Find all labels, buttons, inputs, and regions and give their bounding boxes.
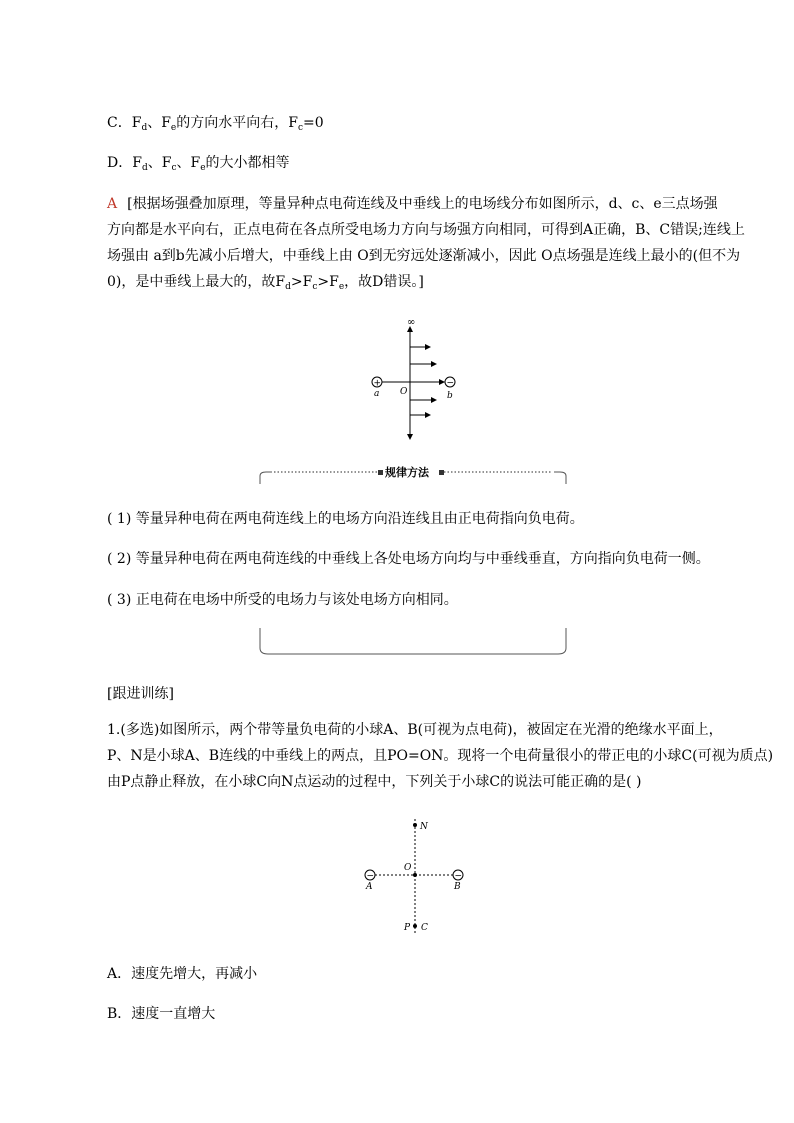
answer-line-1: A [根据场强叠加原理，等量异种点电荷连线及中垂线上的电场线分布如图所示，d、c、e三点场强 bbox=[107, 196, 718, 212]
method-box-bottom bbox=[258, 628, 568, 658]
svg-text:−: − bbox=[366, 871, 375, 882]
field-lines-figure bbox=[360, 315, 470, 445]
question-1-line-1: 1.(多选)如图所示，两个带等量负电荷的小球A、B(可视为点电荷)，被固定在光滑的绝缘水平面上， bbox=[107, 722, 723, 738]
label-o: O bbox=[404, 863, 412, 873]
option-d: D．$F_d$、$F_c$、$F_e$的大小都相等 bbox=[107, 155, 290, 173]
option-b: B．速度一直增大 bbox=[107, 1006, 216, 1022]
method-item-3: ( 3) 正电荷在电场中所受的电场力与该处电场方向相同。 bbox=[107, 592, 458, 608]
question-1-line-2: P、N是小球A、B连线的中垂线上的两点，且PO=ON。现将一个电荷量很小的带正电的小球C(可视为质点) bbox=[107, 748, 774, 764]
option-c: C．$F_d$、$F_e$的方向水平向右，$F_c=0$ bbox=[107, 115, 324, 133]
label-b: B bbox=[454, 882, 461, 892]
label-p: P bbox=[404, 923, 411, 933]
charges-figure bbox=[360, 815, 470, 940]
label-o: O bbox=[400, 387, 408, 397]
question-1-line-3: 由P点静止释放，在小球C向N点运动的过程中，下列关于小球C的说法可能正确的是( ) bbox=[107, 774, 642, 790]
label-a: A bbox=[366, 882, 373, 892]
point-p bbox=[413, 924, 417, 928]
svg-text:−: − bbox=[454, 871, 463, 882]
label-n: N bbox=[420, 822, 428, 832]
label-b: b bbox=[447, 391, 453, 401]
practice-heading: [跟进训练] bbox=[107, 686, 174, 702]
point-n bbox=[413, 823, 417, 827]
label-c: C bbox=[421, 923, 428, 933]
label-a: a bbox=[374, 389, 380, 399]
method-title: 规律方法 bbox=[385, 466, 429, 479]
answer-line-3: 场强由 a到b先减小后增大，中垂线上由 O到无穷远处逐渐减小，因此 O点场强是连线上最小的(但不为 bbox=[107, 248, 741, 264]
svg-text:+: + bbox=[373, 378, 382, 389]
method-item-1: ( 1) 等量异种电荷在两电荷连线上的电场方向沿连线且由正电荷指向负电荷。 bbox=[107, 511, 584, 527]
answer-line-2: 方向都是水平向右，正点电荷在各点所受电场力方向与场强方向相同，可得到A正确，B、C错误;连线上 bbox=[107, 222, 745, 238]
point-o bbox=[413, 873, 417, 877]
method-item-2: ( 2) 等量异种电荷在两电荷连线的中垂线上各处电场方向均与中垂线垂直，方向指向负电荷一侧。 bbox=[107, 551, 710, 567]
svg-text:−: − bbox=[446, 378, 455, 389]
answer-letter: A bbox=[107, 196, 118, 212]
answer-line-4: 0)，是中垂线上最大的，故$F_d>F_c>F_e$，故D错误。] bbox=[107, 274, 424, 292]
option-a: A．速度先增大，再减小 bbox=[107, 966, 258, 982]
infinity-label: ∞ bbox=[407, 317, 416, 328]
